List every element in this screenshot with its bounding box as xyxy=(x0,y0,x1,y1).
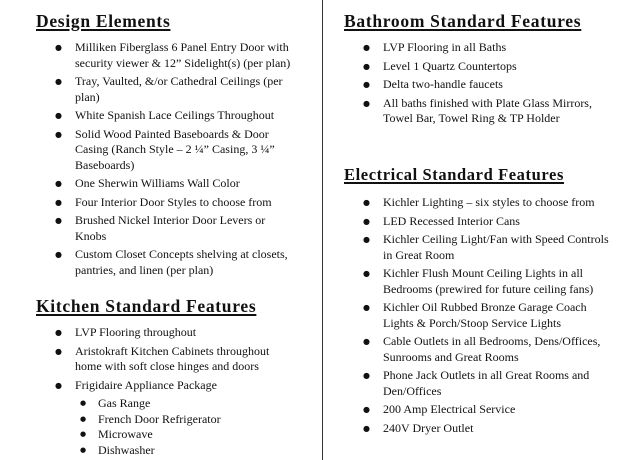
kitchen-heading: Kitchen Standard Features xyxy=(36,296,257,316)
list-item: ● Aristokraft Kitchen Cabinets throughout home with soft close hinges and doors xyxy=(36,344,298,375)
list-item: ● Frigidaire Appliance Package xyxy=(36,378,298,394)
list-item: ● Level 1 Quartz Countertops xyxy=(344,59,616,75)
list-item: ● One Sherwin Williams Wall Color xyxy=(36,176,298,192)
bathroom-list xyxy=(344,40,616,127)
list-item: ● Custom Closet Concepts shelving at closets, pantries, and linen (per plan) xyxy=(36,247,298,278)
list-item: ● Four Interior Door Styles to choose from xyxy=(36,195,298,211)
sub-list-item: ● Microwave xyxy=(36,427,298,443)
list-item: ● Tray, Vaulted, &/or Cathedral Ceilings (per plan) xyxy=(36,74,298,105)
electrical-heading: Electrical Standard Features xyxy=(344,165,564,184)
list-item: ● Kichler Ceiling Light/Fan with Speed Controls in Great Room xyxy=(344,232,616,263)
list-item: ● Kichler Oil Rubbed Bronze Garage Coach Lights & Porch/Stoop Service Lights xyxy=(344,300,616,331)
bathroom-heading: Bathroom Standard Features xyxy=(344,11,582,31)
kitchen-list xyxy=(36,325,298,393)
list-item: ● Phone Jack Outlets in all Great Rooms and Den/Offices xyxy=(344,368,616,399)
list-item: ● Cable Outlets in all Bedrooms, Dens/Offices, Sunrooms and Great Rooms xyxy=(344,334,616,365)
list-item: ● Kichler Flush Mount Ceiling Lights in all Bedrooms (prewired for future ceiling fans) xyxy=(344,266,616,297)
list-item: ● Kichler Lighting – six styles to choose from xyxy=(344,195,616,211)
list-item: ● Solid Wood Painted Baseboards & Door Casing (Ranch Style – 2 ¼” Casing, 3 ¼” Baseboards) xyxy=(36,127,298,174)
design-elements-list xyxy=(36,40,298,278)
sub-list-item: ● Dishwasher xyxy=(36,443,298,459)
list-item: ● LVP Flooring in all Baths xyxy=(344,40,616,56)
design-elements-section xyxy=(36,11,298,281)
column-divider xyxy=(322,0,323,460)
design-elements-heading: Design Elements xyxy=(36,11,171,31)
list-item: ● Brushed Nickel Interior Door Levers or Knobs xyxy=(36,213,298,244)
kitchen-appliance-list xyxy=(36,396,298,458)
list-item: ● Delta two-handle faucets xyxy=(344,77,616,93)
list-item: ● All baths finished with Plate Glass Mirrors, Towel Bar, Towel Ring & TP Holder xyxy=(344,96,616,127)
sub-list-item: ● Gas Range xyxy=(36,396,298,412)
list-item: ● 200 Amp Electrical Service xyxy=(344,402,616,418)
list-item: ● LED Recessed Interior Cans xyxy=(344,214,616,230)
electrical-section xyxy=(344,165,616,439)
kitchen-section xyxy=(36,296,298,458)
list-item: ● White Spanish Lace Ceilings Throughout xyxy=(36,108,298,124)
sub-list-item: ● French Door Refrigerator xyxy=(36,412,298,428)
list-item: ● 240V Dryer Outlet xyxy=(344,421,616,437)
electrical-list xyxy=(344,195,616,436)
list-item: ● LVP Flooring throughout xyxy=(36,325,298,341)
bathroom-section xyxy=(344,11,616,130)
list-item: ● Milliken Fiberglass 6 Panel Entry Door with security viewer & 12” Sidelight(s) (per plan) xyxy=(36,40,298,71)
